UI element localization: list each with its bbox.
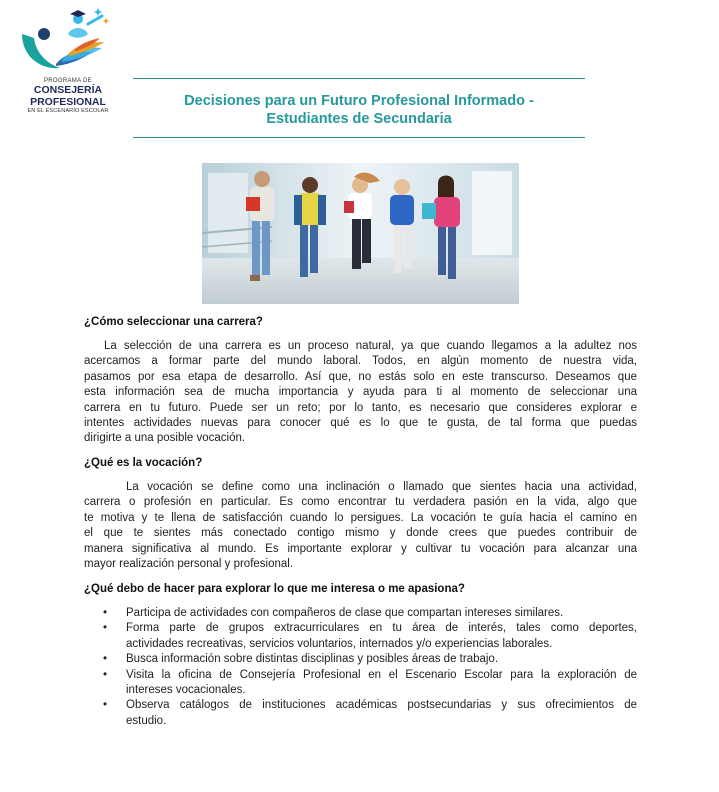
paragraph-line: acercamos a formar parte del mundo laboral. Todos, en algún momento de nuestra vida, — [84, 355, 637, 368]
list-item-text: Participa de actividades con compañeros de clase que compartan intereses similares. — [126, 607, 564, 619]
logo-graphic — [18, 4, 118, 78]
title-line-2: Estudiantes de Secundaria — [266, 111, 452, 127]
paragraph-line: La vocación se define como una inclinación o llamado que sientes hacia una actividad, — [126, 481, 637, 493]
list-item — [84, 668, 637, 699]
list-item-text: Visita la oficina de Consejería Profesional en el Escenario Escolar para la exploración de — [126, 668, 637, 681]
tips-list — [84, 606, 637, 729]
title-top-rule — [133, 78, 585, 79]
paragraph-line: carrera o profesión en particular. Es como encontrar tu verdadera pasión en la vida, algo que — [84, 496, 637, 509]
bullet-icon: • — [103, 653, 108, 666]
paragraph-line: pasamos por esa etapa de desarrollo. Así que, no estás solo en este transcurso. Deseamos que — [84, 370, 637, 383]
list-item — [84, 652, 637, 667]
logo-line-1: PROGRAMA DE — [44, 78, 92, 84]
paragraph-line: mayor realización personal y profesional. — [84, 558, 294, 571]
logo-line-4: EN EL ESCENARIO ESCOLAR — [27, 108, 109, 114]
paragraph-line: intentes actividades nuevas para conocer qué es lo que te gusta, de tal forma que puedas — [84, 417, 637, 430]
list-item — [84, 621, 637, 652]
title-bottom-rule — [133, 137, 585, 138]
logo-line-2: CONSEJERÍA — [33, 84, 103, 96]
logo-sparkle-icon — [103, 18, 109, 24]
paragraph-line: manera significativa al mundo. Es importante explorar y cultivar tu vocación para alcanzar una — [84, 542, 637, 555]
logo-figure-head — [38, 28, 50, 40]
paragraph-line: carrera en tu futuro. Puede ser un reto; por lo tanto, es necesario que consideres explorar e — [84, 401, 637, 414]
section-paragraph — [84, 339, 637, 447]
bullet-icon: • — [103, 607, 108, 619]
logo-grad-arm — [88, 16, 102, 24]
list-item-text: Forma parte de grupos extracurriculares en tu área de interés, tales como deportes, — [126, 622, 637, 635]
list-item — [84, 606, 637, 621]
logo-text — [18, 78, 118, 115]
list-item-text: Observa catálogos de instituciones académicas postsecundarias y sus ofrecimientos de — [126, 699, 637, 712]
section-heading: ¿Cómo seleccionar una carrera? — [84, 316, 263, 328]
section-paragraph — [84, 480, 637, 572]
list-item-text: intereses vocacionales. — [126, 684, 246, 697]
paragraph-line: el que te sientes más conectado contigo mismo y donde crees que puedes contribuir de — [84, 527, 637, 540]
logo-grad-cap — [70, 10, 86, 17]
list-item-text: estudio. — [126, 714, 167, 727]
students-photo — [202, 163, 519, 304]
program-logo — [18, 4, 118, 114]
list-item-text: Busca información sobre distintas disciplinas y posibles áreas de trabajo. — [126, 653, 499, 666]
paragraph-line: esta información sea de mucha importancia y ayuda para ti al momento de seleccionar una — [84, 386, 637, 399]
logo-line-3: PROFESIONAL — [30, 95, 106, 108]
paragraph-line: La selección de una carrera es un proceso natural, ya que cuando llegamos a la adultez nos — [104, 340, 637, 352]
section-heading: ¿Qué debo de hacer para explorar lo que me interesa o me apasiona? — [84, 583, 465, 595]
page-title — [133, 92, 585, 128]
list-item — [84, 698, 637, 729]
logo-grad-body — [68, 28, 88, 38]
section-heading: ¿Qué es la vocación? — [84, 457, 203, 469]
paragraph-line: dirigirte a una posible vocación. — [84, 432, 246, 445]
list-item-text: actividades recreativas, servicios voluntarios, internados y/o experiencias laborales. — [126, 637, 553, 650]
bullet-icon: • — [103, 622, 108, 635]
paragraph-line: te motiva y te llena de satisfacción cuando lo persigues. La vocación te guía hacia el camino en — [84, 511, 637, 524]
bullet-icon: • — [103, 668, 108, 681]
bullet-icon: • — [103, 699, 108, 712]
title-line-1: Decisiones para un Futuro Profesional Informado - — [184, 93, 534, 109]
